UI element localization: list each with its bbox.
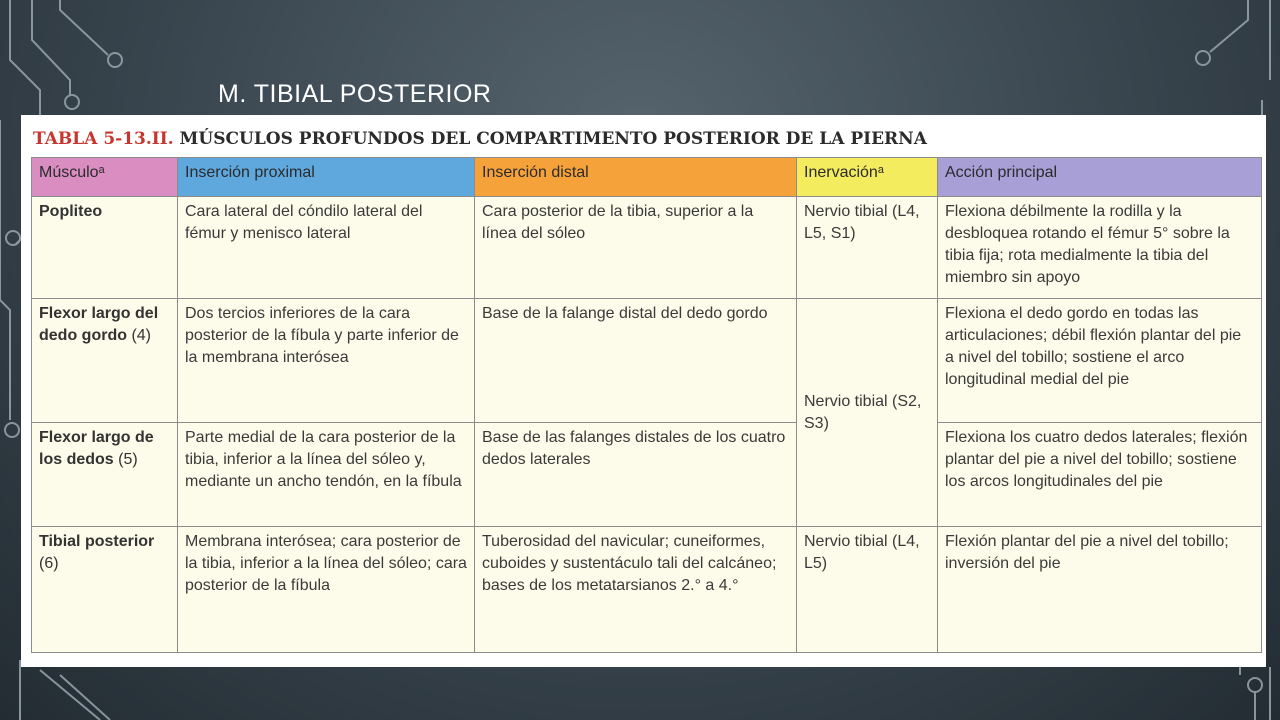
header-insercion-distal: Inserción distal [475, 158, 797, 197]
header-accion-principal: Acción principal [938, 158, 1262, 197]
nerve-cell: Nervio tibial (S2, S3) [797, 299, 938, 527]
table-row [32, 197, 1262, 299]
distal-cell: Base de las falanges distales de los cuatro dedos laterales [475, 423, 797, 527]
action-cell: Flexiona los cuatro dedos laterales; flexión plantar del pie a nivel del tobillo; sostiene los arcos longitudinales del pie [938, 423, 1262, 527]
proximal-cell: Dos tercios inferiores de la cara posterior de la fíbula y parte inferior de la membrana interósea [178, 299, 475, 423]
header-inervacion: Inervaciónᵃ [797, 158, 938, 197]
distal-cell: Base de la falange distal del dedo gordo [475, 299, 797, 423]
table-row [32, 527, 1262, 653]
table-number: TABLA 5-13.II. [33, 129, 174, 149]
distal-cell: Tuberosidad del navicular; cuneiformes, cuboides y sustentáculo tali del calcáneo; bases de los metatarsianos 2.° a 4.° [475, 527, 797, 653]
muscle-cell [32, 299, 178, 423]
proximal-cell: Parte medial de la cara posterior de la tibia, inferior a la línea del sóleo y, mediante un ancho tendón, en la fíbula [178, 423, 475, 527]
distal-cell: Cara posterior de la tibia, superior a la línea del sóleo [475, 197, 797, 299]
muscle-name: Flexor largo del dedo gordo [39, 305, 159, 344]
nerve-cell: Nervio tibial (L4, L5, S1) [797, 197, 938, 299]
table-caption: MÚSCULOS PROFUNDOS DEL COMPARTIMENTO POSTERIOR DE LA PIERNA [179, 129, 927, 149]
nerve-cell: Nervio tibial (L4, L5) [797, 527, 938, 653]
action-cell: Flexiona débilmente la rodilla y la desbloquea rotando el fémur 5° sobre la tibia fija; rota medialmente la tibia del miembro sin apoyo [938, 197, 1262, 299]
header-musculo: Músculoᵃ [32, 158, 178, 197]
muscle-name: Flexor largo de los dedos [39, 429, 154, 468]
action-cell: Flexiona el dedo gordo en todas las articulaciones; débil flexión plantar del pie a nivel del tobillo; sostiene el arco longitudinal medial del pie [938, 299, 1262, 423]
table-heading [33, 129, 1256, 149]
table-header-row [32, 158, 1262, 197]
table-row [32, 299, 1262, 423]
slide-title: M. TIBIAL POSTERIOR [218, 80, 492, 108]
table-row [32, 423, 1262, 527]
muscle-cell [32, 197, 178, 299]
muscle-ref: (6) [39, 555, 59, 572]
proximal-cell: Membrana interósea; cara posterior de la tibia, inferior a la línea del sóleo; cara posterior de la fíbula [178, 527, 475, 653]
muscle-ref: (4) [131, 327, 151, 344]
table-panel [21, 115, 1266, 667]
muscle-cell [32, 423, 178, 527]
muscles-table [31, 157, 1262, 653]
header-insercion-proximal: Inserción proximal [178, 158, 475, 197]
muscle-cell [32, 527, 178, 653]
muscle-ref: (5) [118, 451, 138, 468]
proximal-cell: Cara lateral del cóndilo lateral del fémur y menisco lateral [178, 197, 475, 299]
action-cell: Flexión plantar del pie a nivel del tobillo; inversión del pie [938, 527, 1262, 653]
muscle-name: Popliteo [39, 203, 103, 220]
muscle-name: Tibial posterior [39, 533, 155, 550]
